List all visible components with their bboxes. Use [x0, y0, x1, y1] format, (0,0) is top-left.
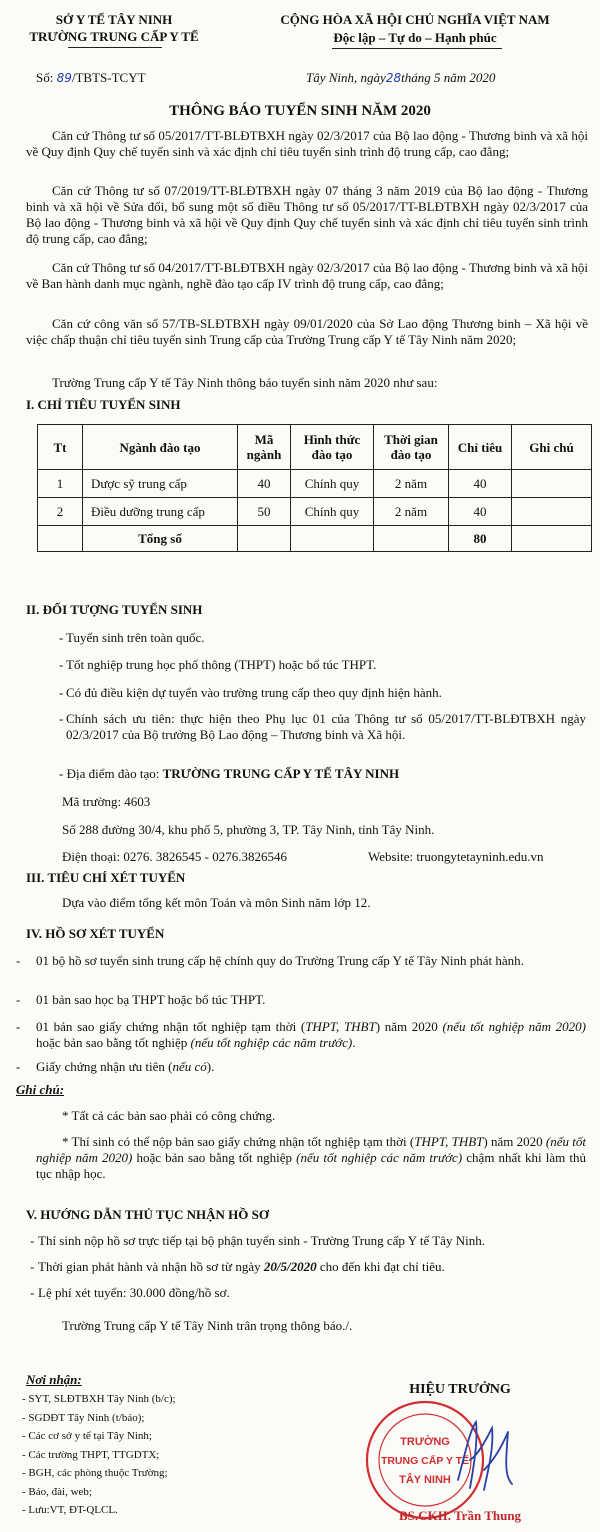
- date-prefix: Tây Ninh, ngày: [306, 70, 386, 85]
- procedure-item-2: [38, 1259, 445, 1275]
- cell-chi-tieu: 40: [449, 498, 512, 526]
- stamp-line-2: TRUNG CẤP Y TẾ: [380, 1455, 470, 1467]
- section-4-heading: IV. HỒ SƠ XÉT TUYỂN: [26, 926, 165, 941]
- note-label: Ghi chú:: [16, 1082, 65, 1097]
- list-item-text: Các trường THPT, TTGDTX;: [28, 1448, 160, 1461]
- recipients-list: [22, 1390, 176, 1520]
- bullet-dash: -: [30, 1259, 35, 1274]
- target-item-4: Chính sách ưu tiên: thực hiện theo Phụ lục 01 của Thông tư số 05/2017/TT-BLĐTBXH ngày 02/3/2017 của Bộ trưởng Bộ Lao động – Thương binh và Xã hội.: [66, 711, 586, 742]
- cell-thoi-gian: 2 năm: [374, 470, 449, 498]
- text-span: hoặc bản sao bằng tốt nghiệp: [36, 1035, 191, 1050]
- text-span-bold: 20/5/2020: [263, 1259, 317, 1274]
- list-item: - Lưu:VT, ĐT-QLCL.: [22, 1504, 118, 1516]
- list-item: - SGDĐT Tây Ninh (t/báo);: [22, 1411, 145, 1424]
- handwritten-signature: [448, 1410, 528, 1500]
- text-span-italic: (nếu tốt nghiệp năm 2020): [442, 1019, 587, 1034]
- document-number: [36, 70, 146, 86]
- cell-ma: 40: [238, 470, 291, 498]
- cell-empty: [38, 526, 83, 552]
- list-item-text: SYT, SLĐTBXH Tây Ninh (b/c);: [28, 1393, 176, 1405]
- list-item-text: SGDĐT Tây Ninh (t/báo);: [28, 1411, 145, 1424]
- table-row: [38, 498, 592, 526]
- text-span: chậm nhất khi làm thủ tục nhập học.: [36, 1150, 586, 1181]
- dossier-item-3: [36, 1019, 586, 1051]
- stamp-line-3: TÂY NINH: [399, 1474, 451, 1486]
- bullet-dash: -: [16, 953, 21, 968]
- bullet-dash: -: [59, 630, 64, 645]
- cell-ma: 50: [238, 498, 291, 526]
- section-2-heading: II. ĐỐI TƯỢNG TUYỂN SINH: [26, 602, 203, 617]
- text-span-italic: nếu có: [172, 1059, 207, 1074]
- school-website: Website: truongytetayninh.edu.vn: [368, 849, 544, 864]
- nation-motto: Độc lập – Tự do – Hạnh phúc: [333, 30, 497, 45]
- school-phone: Điện thoại: 0276. 3826545 - 0276.3826546: [62, 849, 287, 864]
- section-5-heading: V. HƯỚNG DẪN THỦ TỤC NHẬN HỒ SƠ: [26, 1207, 269, 1222]
- date-suffix: tháng 5 năm 2020: [401, 70, 496, 85]
- school-name: TRƯỜNG TRUNG CẤP Y TẾ: [29, 29, 199, 44]
- dossier-item-1: 01 bộ hồ sơ tuyển sinh trung cấp hệ chính quy do Trường Trung cấp Y tế Tây Ninh phát hành.: [36, 953, 524, 968]
- number-suffix: /TBTS-TCYT: [71, 70, 146, 85]
- recipients-label: Nơi nhận:: [26, 1372, 82, 1387]
- cell-total-value: 80: [449, 526, 512, 552]
- target-item-3: Có đủ điều kiện dự tuyển vào trường trung cấp theo quy định hiện hành.: [66, 685, 442, 700]
- cell-nganh: Dược sỹ trung cấp: [83, 470, 238, 498]
- note-1: * Tất cả các bản sao phải có công chứng.: [62, 1108, 276, 1123]
- cell-empty: [238, 526, 291, 552]
- col-header-ghi-chu: Ghi chú: [512, 425, 592, 470]
- text-span-italic: (nếu tốt nghiệp các năm trước): [296, 1150, 463, 1165]
- intro-paragraph-4: Căn cứ công văn số 57/TB-SLĐTBXH ngày 09/01/2020 của Sở Lao động Thương binh – Xã hội về việc chấp thuận chỉ tiêu tuyển sinh Trung cấp của Trường Trung cấp Y tế Tây Ninh năm 2020;: [26, 316, 588, 347]
- target-item-2: Tốt nghiệp trung học phổ thông (THPT) hoặc bổ túc THPT.: [66, 657, 377, 672]
- bullet-dash: -: [16, 1059, 21, 1074]
- list-item: - Báo, đài, web;: [22, 1485, 92, 1498]
- signer-name: BS.CKII. Trần Thung: [398, 1508, 522, 1523]
- cell-hinh-thuc: Chính quy: [291, 470, 374, 498]
- cell-tt: 2: [38, 498, 83, 526]
- list-item: - Các trường THPT, TTGDTX;: [22, 1448, 160, 1461]
- text-span: ) năm 2020: [483, 1134, 546, 1149]
- page-title: THÔNG BÁO TUYỂN SINH NĂM 2020: [169, 103, 431, 119]
- bullet-dash: -: [30, 1285, 35, 1300]
- signer-title: HIỆU TRƯỞNG: [409, 1382, 511, 1397]
- date-handwritten: 28: [385, 71, 402, 85]
- cell-nganh: Điều dưỡng trung cấp: [83, 498, 238, 526]
- quota-table: [37, 424, 592, 552]
- bullet-dash: -: [59, 657, 64, 672]
- intro-paragraph-1: Căn cứ Thông tư số 05/2017/TT-BLĐTBXH ngày 02/3/2017 của Bộ lao động - Thương binh và xã hội về Quy định Quy chế tuyển sinh và xác định chỉ tiêu tuyển sinh trình độ trung cấp, cao đẳng;: [26, 128, 588, 159]
- text-span: ) năm 2020: [375, 1019, 443, 1034]
- procedure-item-3: Lệ phí xét tuyển: 30.000 đồng/hồ sơ.: [38, 1285, 230, 1300]
- intro-paragraph-5: Trường Trung cấp Y tế Tây Ninh thông báo tuyển sinh năm 2020 như sau:: [52, 375, 438, 390]
- text-span: cho đến khi đạt chỉ tiêu.: [316, 1259, 445, 1274]
- section-1-heading: I. CHỈ TIÊU TUYỂN SINH: [26, 397, 181, 412]
- col-header-chi-tieu: Chỉ tiêu: [449, 425, 512, 470]
- dossier-item-4: [36, 1059, 214, 1075]
- criteria-text: Dựa vào điểm tổng kết môn Toán và môn Sinh năm lớp 12.: [62, 895, 371, 910]
- number-handwritten: 89: [56, 71, 72, 85]
- text-span: .: [352, 1035, 356, 1050]
- school-code: Mã trường: 4603: [62, 794, 151, 809]
- training-location: [59, 766, 399, 782]
- table-row: [38, 470, 592, 498]
- col-header-nganh: Ngành đào tạo: [83, 425, 238, 470]
- number-prefix: Số:: [36, 70, 54, 85]
- bullet-dash: -: [59, 685, 64, 700]
- cell-empty: [374, 526, 449, 552]
- list-item: - Các cơ sở y tế tại Tây Ninh;: [22, 1430, 152, 1442]
- text-span-italic: THPT, THBT: [305, 1019, 376, 1034]
- intro-paragraph-2: Căn cứ Thông tư số 07/2019/TT-BLĐTBXH ngày 07 tháng 3 năm 2019 của Bộ lao động - Thương binh và xã hội về Sửa đổi, bổ sung một số điều Thông tư số 05/2017/TT-BLĐTBXH ngày 02/3/2017 của Bộ lao động - Thương binh và xã hội về Quy định Quy chế tuyển sinh và xác định chỉ tiêu tuyển sinh trình độ trung cấp, cao đẳng;: [26, 183, 588, 246]
- procedure-item-1: Thí sinh nộp hồ sơ trực tiếp tại bộ phận tuyển sinh - Trường Trung cấp Y tế Tây Ninh.: [38, 1233, 485, 1248]
- col-header-thoi-gian: Thời gian đào tạo: [374, 425, 449, 470]
- cell-empty: [291, 526, 374, 552]
- text-span-italic: THPT, THBT: [414, 1134, 484, 1149]
- school-underline: [68, 47, 162, 48]
- location-name: TRƯỜNG TRUNG CẤP Y TẾ TÂY NINH: [162, 766, 400, 781]
- bullet-dash: -: [30, 1233, 35, 1248]
- closing-text: Trường Trung cấp Y tế Tây Ninh trân trọng thông báo./.: [62, 1318, 353, 1333]
- text-span: hoặc bản sao bằng tốt nghiệp: [132, 1150, 297, 1165]
- bullet-dash: -: [16, 1019, 21, 1034]
- table-header-row: [38, 425, 592, 470]
- target-item-1: Tuyển sinh trên toàn quốc.: [66, 630, 205, 645]
- stamp-line-1: TRƯỜNG: [400, 1436, 450, 1448]
- text-span: Giấy chứng nhận ưu tiên (: [36, 1059, 173, 1074]
- nation-name: CỘNG HÒA XÃ HỘI CHỦ NGHĨA VIỆT NAM: [280, 12, 550, 27]
- note-2: [36, 1134, 586, 1182]
- table-total-row: [38, 526, 592, 552]
- list-item-text: BGH, các phòng thuộc Trường;: [28, 1467, 168, 1479]
- col-header-ma: Mã ngành: [238, 425, 291, 470]
- cell-total-label: Tổng số: [83, 526, 238, 552]
- school-address: Số 288 đường 30/4, khu phố 5, phường 3, TP. Tây Ninh, tỉnh Tây Ninh.: [62, 822, 435, 837]
- text-span: ).: [206, 1059, 215, 1074]
- agency-name: SỞ Y TẾ TÂY NINH: [55, 12, 173, 27]
- cell-hinh-thuc: Chính quy: [291, 498, 374, 526]
- cell-thoi-gian: 2 năm: [374, 498, 449, 526]
- text-span-italic: (nếu tốt nghiệp các năm trước): [190, 1035, 353, 1050]
- list-item-text: Các cơ sở y tế tại Tây Ninh;: [28, 1430, 152, 1442]
- text-span: 01 bản sao giấy chứng nhận tốt nghiệp tạm thời (: [36, 1019, 306, 1034]
- section-3-heading: III. TIÊU CHÍ XÉT TUYỂN: [26, 870, 186, 885]
- col-header-hinh-thuc: Hình thức đào tạo: [291, 425, 374, 470]
- col-header-tt: Tt: [38, 425, 83, 470]
- cell-tt: 1: [38, 470, 83, 498]
- cell-empty: [512, 526, 592, 552]
- bullet-dash: -: [59, 711, 64, 726]
- cell-chi-tieu: 40: [449, 470, 512, 498]
- motto-underline: [332, 48, 502, 49]
- list-item-text: Báo, đài, web;: [28, 1485, 92, 1498]
- location-label: Địa điểm đào tạo:: [66, 766, 160, 781]
- text-span-italic: (nếu tốt nghiệp năm 2020): [36, 1134, 586, 1165]
- list-item-text: Lưu:VT, ĐT-QLCL.: [28, 1504, 118, 1516]
- intro-paragraph-3: Căn cứ Thông tư số 04/2017/TT-BLĐTBXH ngày 02/3/2017 của Bộ lao động - Thương binh và xã hội về Ban hành danh mục ngành, nghề đào tạo cấp IV trình độ trung cấp, cao đẳng;: [26, 260, 588, 291]
- dossier-item-2: 01 bản sao học bạ THPT hoặc bổ túc THPT.: [36, 992, 266, 1007]
- bullet-dash: -: [16, 992, 21, 1007]
- list-item: - BGH, các phòng thuộc Trường;: [22, 1467, 168, 1479]
- text-span: * Thí sinh có thể nộp bản sao giấy chứng nhận tốt nghiệp tạm thời (: [62, 1134, 415, 1149]
- cell-ghi-chu: [512, 470, 592, 498]
- text-span: Thời gian phát hành và nhận hồ sơ từ ngày: [38, 1259, 264, 1274]
- document-date: [306, 70, 495, 86]
- cell-ghi-chu: [512, 498, 592, 526]
- bullet-dash: -: [59, 766, 67, 781]
- list-item: - SYT, SLĐTBXH Tây Ninh (b/c);: [22, 1393, 176, 1405]
